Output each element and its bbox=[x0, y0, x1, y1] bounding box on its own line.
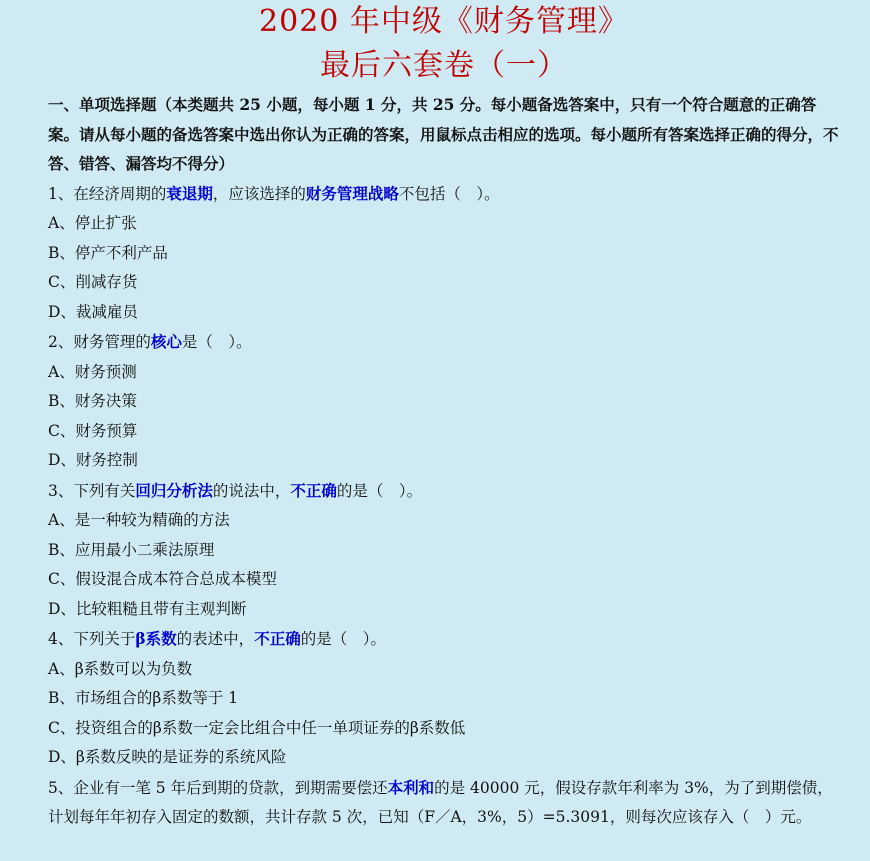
question-4-option-d[interactable]: D、β系数反映的是证券的系统风险 bbox=[48, 748, 287, 766]
question-3-option-c[interactable]: C、假设混合成本符合总成本模型 bbox=[48, 570, 277, 588]
highlight-term: 本利和 bbox=[387, 777, 435, 797]
question-3-option-d[interactable]: D、比较粗糙且带有主观判断 bbox=[48, 599, 247, 618]
question-1: 1、在经济周期的衰退期，应该选择的财务管理战略不包括（ ）。 bbox=[48, 183, 500, 203]
highlight-term: 不正确 bbox=[290, 480, 337, 500]
highlight-term: 核心 bbox=[150, 332, 182, 351]
question-4: 4、下列关于β系数的表述中，不正确的是（ ）。 bbox=[48, 629, 386, 648]
highlight-term: 回归分析法 bbox=[135, 480, 213, 500]
question-4-option-a[interactable]: A、β系数可以为负数 bbox=[48, 659, 193, 678]
section-instructions: 一、单项选择题（本类题共 25 小题，每小题 1 分，共 25 分。每小题备选答案中，只有一个符合题意的正确答案。请从每小题的备选答案中选出你认为正确的答案，用鼠标点击相应的选项。每小题所有答案选择正确的得分，不答、错答、漏答均不得分） bbox=[48, 95, 839, 173]
question-3: 3、下列有关回归分析法的说法中，不正确的是（ ）。 bbox=[48, 480, 423, 500]
question-2-option-a[interactable]: A、财务预测 bbox=[48, 362, 137, 381]
highlight-term: 不正确 bbox=[254, 629, 301, 648]
highlight-term: β系数 bbox=[135, 629, 177, 648]
question-2-option-d[interactable]: D、财务控制 bbox=[48, 451, 138, 469]
question-4-option-c[interactable]: C、投资组合的β系数一定会比组合中任一单项证券的β系数低 bbox=[48, 718, 466, 737]
question-5: 5、企业有一笔 5 年后到期的贷款，到期需要偿还本利和的是 40000 元，假设存款年利率为 3%，为了到期偿债，计划每年年初存入固定的数额，共计存款 5 次，已知（F／A，3%，5）=5.3091，则每次应该存入（ ）元。 bbox=[48, 777, 833, 826]
question-1-option-d[interactable]: D、裁减雇员 bbox=[48, 302, 138, 321]
question-2-option-b[interactable]: B、财务决策 bbox=[48, 392, 137, 410]
question-2-option-c[interactable]: C、财务预算 bbox=[48, 421, 138, 440]
question-3-option-a[interactable]: A、是一种较为精确的方法 bbox=[48, 511, 230, 529]
question-3-option-b[interactable]: B、应用最小二乘法原理 bbox=[48, 540, 215, 559]
question-4-option-b[interactable]: B、市场组合的β系数等于 1 bbox=[48, 689, 239, 707]
question-1-option-a[interactable]: A、停止扩张 bbox=[48, 214, 137, 232]
question-2: 2、财务管理的核心是（ ）。 bbox=[48, 332, 252, 351]
highlight-term: 财务管理战略 bbox=[305, 183, 399, 203]
highlight-term: 衰退期 bbox=[166, 183, 213, 203]
page-title: 2020 年中级《财务管理》 bbox=[259, 4, 629, 39]
question-1-option-b[interactable]: B、停产不利产品 bbox=[48, 243, 168, 262]
page-subtitle: 最后六套卷（一） bbox=[320, 48, 568, 83]
question-1-option-c[interactable]: C、削减存货 bbox=[48, 273, 138, 291]
